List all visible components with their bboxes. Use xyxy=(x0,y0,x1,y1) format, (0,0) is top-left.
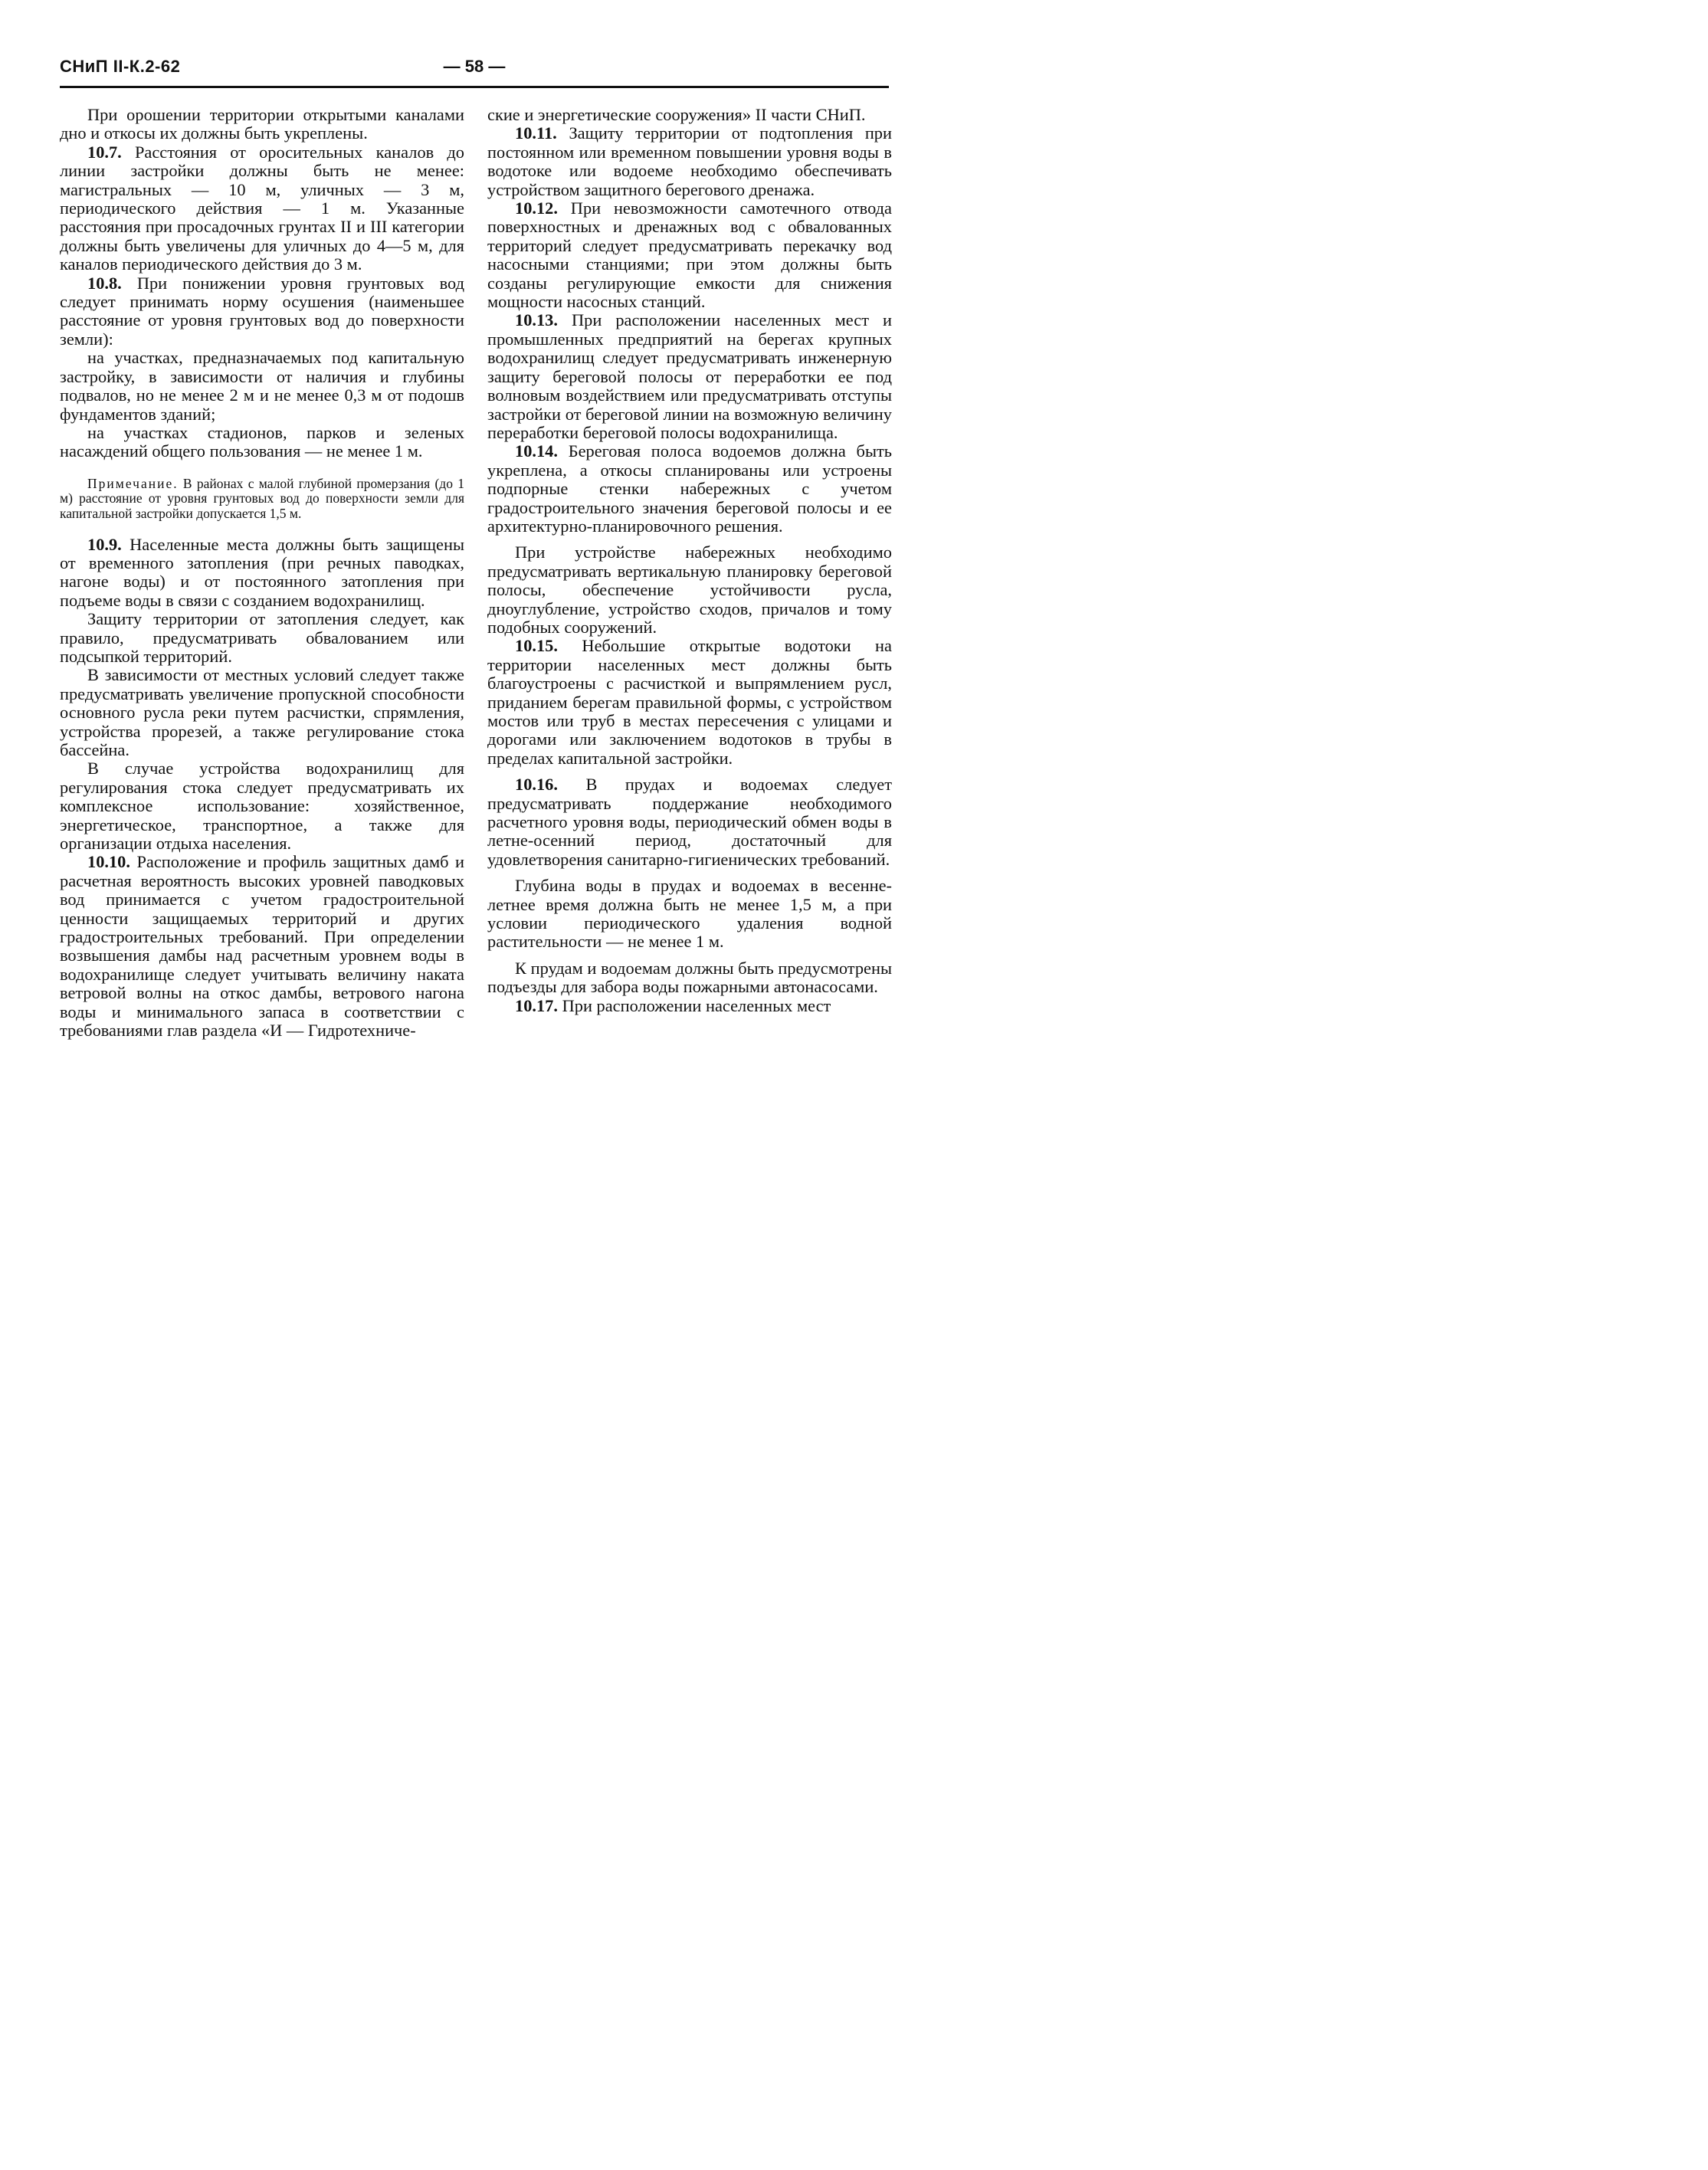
section-text: Небольшие открытые водотоки на территории населенных мест должны быть благоустроены с расчисткой и выпрямлением русл, приданием берегам правильной формы, с устройством мостов или труб в местах пересечения с улицами и дорогами или заключением водотоков в трубы в пределах капитальной застройки. xyxy=(487,636,892,768)
section-text: Населенные места должны быть защищены от временного затопления (при речных паводках, нагоне воды) и от постоянного затопления при подъеме воды в связи с созданием водохранилищ. xyxy=(60,534,464,610)
section-10-15 xyxy=(487,637,892,768)
section-10-7 xyxy=(60,143,464,274)
section-text: Береговая полоса водоемов должна быть укреплена, а откосы спланированы или устроены подпорные стенки набережных с учетом градостроительного значения береговой полосы и ее архитектурно-планировочного решения. xyxy=(487,441,892,536)
paragraph-local-conditions: В зависимости от местных условий следует также предусматривать увеличение пропускной способности основного русла реки путем расчистки, спрямления, устройства прорезей, а также регулирование стока бассейна. xyxy=(60,665,464,759)
section-text: При понижении уровня грунтовых вод следует принимать норму осушения (наименьшее расстояние от уровня грунтовых вод до поверхности земли): xyxy=(60,273,464,349)
section-10-8 xyxy=(60,274,464,349)
section-number: 10.12. xyxy=(515,198,558,218)
note xyxy=(60,477,464,522)
section-10-10 xyxy=(60,853,464,1040)
section-text: Защиту территории от подтопления при постоянном или временном повышении уровня воды в водотоке или водоеме необходимо обеспечивать устройством защитного берегового дренажа. xyxy=(487,123,892,199)
section-10-12 xyxy=(487,199,892,311)
section-number: 10.10. xyxy=(87,852,130,872)
paragraph-embankments: При устройстве набережных необходимо предусматривать вертикальную планировку береговой полосы, обеспечение устойчивости русла, дноуглубление, устройство сходов, причалов и тому подобных сооружений. xyxy=(487,542,892,637)
section-number: 10.14. xyxy=(515,441,558,461)
section-number: 10.9. xyxy=(87,534,122,554)
document-code: СНиП II-К.2-62 xyxy=(60,57,181,76)
section-text: Расстояния от оросительных каналов до линии застройки должны быть не менее: магистральных — 10 м, уличных — 3 м, периодического действия — 1 м. Указанные расстояния при просадочных грунтах II и III категории должны быть увеличены для уличных до 4—5 м, для каналов периодического действия до 3 м. xyxy=(60,142,464,274)
section-10-17 xyxy=(487,997,892,1015)
section-text: При расположении населенных мест и промышленных предприятий на берегах крупных водохранилищ следует предусматривать инженерную защиту береговой полосы от переработки ее под волновым воздействием или предусматривать отступы застройки от береговой линии на возможную величину переработки береговой полосы водохранилища. xyxy=(487,310,892,442)
right-column xyxy=(487,106,892,1015)
section-number: 10.13. xyxy=(515,310,558,330)
section-number: 10.11. xyxy=(515,123,557,143)
paragraph-reservoir-use: В случае устройства водохранилищ для регулирования стока следует предусматривать их комплексное использование: хозяйственное, энергетическое, транспортное, а также для организации отдыха населения. xyxy=(60,759,464,853)
section-text: В прудах и водоемах следует предусматривать поддержание необходимого расчетного уровня воды, периодический обмен воды в летне-осенний период, достаточный для удовлетворения санитарно-гигиенических требований. xyxy=(487,775,892,869)
section-number: 10.15. xyxy=(515,636,558,656)
section-10-11 xyxy=(487,124,892,199)
header-rule xyxy=(60,86,889,88)
section-number: 10.7. xyxy=(87,142,122,162)
section-number: 10.8. xyxy=(87,273,122,293)
section-text: При невозможности самотечного отвода поверхностных и дренажных вод с обвалованных территорий следует предусматривать перекачку вод насосными станциями; при этом должны быть созданы регулирующие емкости для снижения мощности насосных станций. xyxy=(487,198,892,312)
paragraph-flood-protection: Защиту территории от затопления следует, как правило, предусматривать обвалованием или подсыпкой территорий. xyxy=(60,609,464,666)
section-number: 10.17. xyxy=(515,995,558,1015)
paragraph-stadiums-parks: на участках стадионов, парков и зеленых насаждений общего пользования — не менее 1 м. xyxy=(60,422,464,461)
paragraph-irrigation: При орошении территории открытыми каналами дно и откосы их должны быть укреплены. xyxy=(60,105,464,143)
note-label: Примечание. xyxy=(87,475,179,491)
page-header xyxy=(60,57,889,87)
section-10-16 xyxy=(487,775,892,869)
paragraph-capital-construction: на участках, предназначаемых под капитальную застройку, в зависимости от наличия и глубины подвалов, но не менее 2 м и не менее 0,3 м от подошв фундаментов зданий; xyxy=(60,348,464,424)
paragraph-continuation: ские и энергетические сооружения» II части СНиП. xyxy=(487,105,866,124)
section-10-14 xyxy=(487,442,892,536)
section-10-9 xyxy=(60,536,464,611)
note-text: В районах с малой глубиной промерзания (до 1 м) расстояние от уровня грунтовых вод до поверхности земли для капитальной застройки допускается 1,5 м. xyxy=(60,475,465,521)
section-text: Расположение и профиль защитных дамб и расчетная вероятность высоких уровней паводковых вод принимается с учетом градостроительной ценности защищаемых территорий и других градостроительных требований. При определении возвышения дамбы над расчетным уровнем воды в водохранилище следует учитывать величину наката ветровой волны на откос дамбы, ветрового нагона воды и минимального запаса в соответствии с требованиями глав раздела «И — Гидротехниче- xyxy=(60,852,464,1041)
section-text: При расположении населенных мест xyxy=(562,995,831,1015)
page-number: — 58 — xyxy=(443,57,506,76)
section-10-13 xyxy=(487,311,892,442)
left-column xyxy=(60,106,464,1040)
paragraph-pond-depth: Глубина воды в прудах и водоемах в весенне-летнее время должна быть не менее 1,5 м, а при условии периодического удаления водной растительности — не менее 1 м. xyxy=(487,876,892,952)
section-number: 10.16. xyxy=(515,775,558,795)
paragraph-fire-access: К прудам и водоемам должны быть предусмотрены подъезды для забора воды пожарными автонасосами. xyxy=(487,958,892,997)
